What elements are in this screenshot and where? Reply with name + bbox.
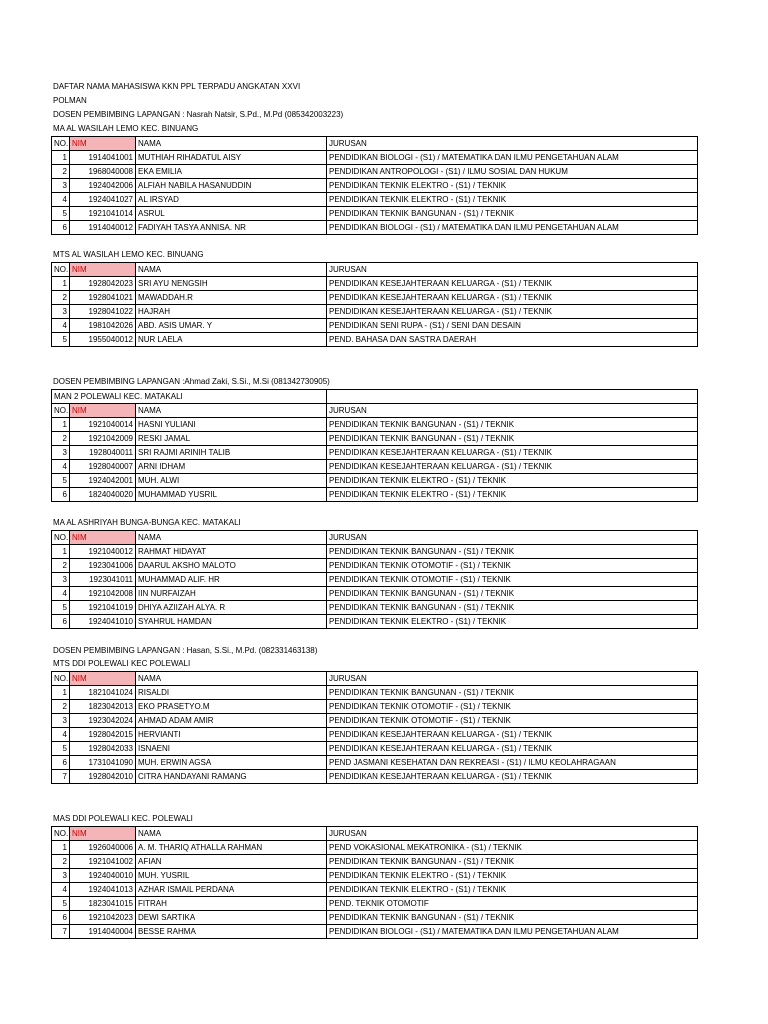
student-name: FADIYAH TASYA ANNISA. NR <box>136 221 327 235</box>
student-major: PENDIDIKAN KESEJAHTERAAN KELUARGA - (S1) / TEKNIK <box>327 728 698 742</box>
student-nim: 1928042015 <box>70 728 136 742</box>
student-name: MUH. ALWI <box>136 474 327 488</box>
row-number: 1 <box>52 545 70 559</box>
table-row <box>52 277 698 291</box>
student-name: DAARUL AKSHO MALOTO <box>136 559 327 573</box>
row-number: 1 <box>52 277 70 291</box>
table-header-row <box>52 137 698 151</box>
student-major: PENDIDIKAN TEKNIK BANGUNAN - (S1) / TEKNIK <box>327 686 698 700</box>
table-row <box>52 756 698 770</box>
row-number: 2 <box>52 700 70 714</box>
student-nim: 1926040006 <box>70 841 136 855</box>
student-nim: 1914040012 <box>70 221 136 235</box>
table-header-row <box>52 263 698 277</box>
row-number: 1 <box>52 418 70 432</box>
student-major: PENDIDIKAN KESEJAHTERAAN KELUARGA - (S1) / TEKNIK <box>327 291 698 305</box>
student-name: EKO PRASETYO.M <box>136 700 327 714</box>
table-row <box>52 432 698 446</box>
student-nim: 1981042026 <box>70 319 136 333</box>
student-nim: 1923041011 <box>70 573 136 587</box>
header-nama: NAMA <box>136 404 327 418</box>
student-major: PENDIDIKAN TEKNIK ELEKTRO - (S1) / TEKNIK <box>327 179 698 193</box>
student-name: NUR LAELA <box>136 333 327 347</box>
student-name: ISNAENI <box>136 742 327 756</box>
student-name: RISALDI <box>136 686 327 700</box>
table-header-row <box>52 827 698 841</box>
dosen-pembimbing-2: DOSEN PEMBIMBING LAPANGAN :Ahmad Zaki, S.Si., M.Si (081342730905) <box>53 377 330 386</box>
student-nim: 1928042033 <box>70 742 136 756</box>
table-row <box>52 545 698 559</box>
student-major: PENDIDIKAN TEKNIK OTOMOTIF - (S1) / TEKNIK <box>327 700 698 714</box>
table-row <box>52 179 698 193</box>
student-major: PENDIDIKAN KESEJAHTERAAN KELUARGA - (S1) / TEKNIK <box>327 446 698 460</box>
student-nim: 1823041015 <box>70 897 136 911</box>
student-name: MUHAMMAD YUSRIL <box>136 488 327 502</box>
table-row <box>52 460 698 474</box>
student-nim: 1921041019 <box>70 601 136 615</box>
row-number: 2 <box>52 855 70 869</box>
row-number: 7 <box>52 770 70 784</box>
student-name: SRI RAJMI ARINIH TALIB <box>136 446 327 460</box>
row-number: 4 <box>52 193 70 207</box>
header-nama: NAMA <box>136 672 327 686</box>
student-nim: 1921042023 <box>70 911 136 925</box>
row-number: 1 <box>52 841 70 855</box>
student-name: MUHAMMAD ALIF. HR <box>136 573 327 587</box>
row-number: 3 <box>52 305 70 319</box>
student-nim: 1921041002 <box>70 855 136 869</box>
student-name: EKA EMILIA <box>136 165 327 179</box>
student-major: PENDIDIKAN TEKNIK BANGUNAN - (S1) / TEKNIK <box>327 418 698 432</box>
table-row <box>52 291 698 305</box>
row-number: 4 <box>52 460 70 474</box>
student-name: HASNI YULIANI <box>136 418 327 432</box>
student-name: AZHAR ISMAIL PERDANA <box>136 883 327 897</box>
region-label: POLMAN <box>53 96 87 105</box>
student-nim: 1921040012 <box>70 545 136 559</box>
student-nim: 1924042006 <box>70 179 136 193</box>
student-major: PENDIDIKAN KESEJAHTERAAN KELUARGA - (S1) / TEKNIK <box>327 770 698 784</box>
student-major: PENDIDIKAN TEKNIK BANGUNAN - (S1) / TEKNIK <box>327 911 698 925</box>
header-nama: NAMA <box>136 531 327 545</box>
student-major: PENDIDIKAN BIOLOGI - (S1) / MATEMATIKA DAN ILMU PENGETAHUAN ALAM <box>327 221 698 235</box>
row-number: 6 <box>52 488 70 502</box>
student-name: AL IRSYAD <box>136 193 327 207</box>
student-major: PENDIDIKAN KESEJAHTERAAN KELUARGA - (S1) / TEKNIK <box>327 277 698 291</box>
student-name: FITRAH <box>136 897 327 911</box>
row-number: 5 <box>52 601 70 615</box>
student-name: A. M. THARIQ ATHALLA RAHMAN <box>136 841 327 855</box>
table-row <box>52 418 698 432</box>
table-row <box>52 446 698 460</box>
student-name: BESSE RAHMA <box>136 925 327 939</box>
student-name: RAHMAT HIDAYAT <box>136 545 327 559</box>
school-name: MAS DDI POLEWALI KEC. POLEWALI <box>53 814 193 823</box>
student-major: PENDIDIKAN TEKNIK BANGUNAN - (S1) / TEKNIK <box>327 601 698 615</box>
student-major: PENDIDIKAN TEKNIK BANGUNAN - (S1) / TEKNIK <box>327 545 698 559</box>
student-nim: 1924041027 <box>70 193 136 207</box>
header-nim: NIM <box>70 672 136 686</box>
student-name: CITRA HANDAYANI RAMANG <box>136 770 327 784</box>
row-number: 5 <box>52 474 70 488</box>
student-major: PENDIDIKAN BIOLOGI - (S1) / MATEMATIKA DAN ILMU PENGETAHUAN ALAM <box>327 151 698 165</box>
header-jurusan: JURUSAN <box>327 672 698 686</box>
student-table <box>51 136 698 235</box>
table-row <box>52 193 698 207</box>
table-row <box>52 841 698 855</box>
row-number: 1 <box>52 151 70 165</box>
table-row <box>52 714 698 728</box>
student-major: PENDIDIKAN TEKNIK ELEKTRO - (S1) / TEKNIK <box>327 193 698 207</box>
student-name: AFIAN <box>136 855 327 869</box>
header-nim: NIM <box>70 827 136 841</box>
student-major: PENDIDIKAN TEKNIK OTOMOTIF - (S1) / TEKNIK <box>327 559 698 573</box>
row-number: 4 <box>52 319 70 333</box>
header-nim: NIM <box>70 404 136 418</box>
row-number: 6 <box>52 615 70 629</box>
student-nim: 1921040014 <box>70 418 136 432</box>
student-major: PENDIDIKAN KESEJAHTERAAN KELUARGA - (S1) / TEKNIK <box>327 305 698 319</box>
student-name: ABD. ASIS UMAR. Y <box>136 319 327 333</box>
header-jurusan: JURUSAN <box>327 404 698 418</box>
student-name: MUTHIAH RIHADATUL AISY <box>136 151 327 165</box>
student-nim: 1928041022 <box>70 305 136 319</box>
student-major: PENDIDIKAN TEKNIK BANGUNAN - (S1) / TEKNIK <box>327 855 698 869</box>
dosen-pembimbing-1: DOSEN PEMBIMBING LAPANGAN : Nasrah Natsir, S.Pd., M.Pd (085342003223) <box>53 110 344 119</box>
student-name: ARNI IDHAM <box>136 460 327 474</box>
row-number: 7 <box>52 925 70 939</box>
student-table <box>51 530 698 629</box>
student-nim: 1955040012 <box>70 333 136 347</box>
student-nim: 1921041014 <box>70 207 136 221</box>
row-number: 2 <box>52 432 70 446</box>
header-no: NO. <box>52 263 70 277</box>
school-name: MTS DDI POLEWALI KEC POLEWALI <box>53 659 191 668</box>
student-name: HAJRAH <box>136 305 327 319</box>
student-nim: 1923042024 <box>70 714 136 728</box>
header-no: NO. <box>52 404 70 418</box>
table-row <box>52 855 698 869</box>
student-nim: 1921042008 <box>70 587 136 601</box>
table-row <box>52 333 698 347</box>
table-row <box>52 488 698 502</box>
student-nim: 1924042001 <box>70 474 136 488</box>
student-major: PENDIDIKAN KESEJAHTERAAN KELUARGA - (S1) / TEKNIK <box>327 742 698 756</box>
student-nim: 1914040004 <box>70 925 136 939</box>
row-number: 5 <box>52 333 70 347</box>
header-nama: NAMA <box>136 827 327 841</box>
table-row <box>52 897 698 911</box>
student-table <box>51 671 698 784</box>
row-number: 2 <box>52 291 70 305</box>
student-name: SYAHRUL HAMDAN <box>136 615 327 629</box>
table-row <box>52 869 698 883</box>
header-no: NO. <box>52 672 70 686</box>
student-name: ASRUL <box>136 207 327 221</box>
table-row <box>52 305 698 319</box>
student-major: PENDIDIKAN ANTROPOLOGI - (S1) / ILMU SOSIAL DAN HUKUM <box>327 165 698 179</box>
table-header-row <box>52 531 698 545</box>
student-nim: 1928041021 <box>70 291 136 305</box>
student-name: MAWADDAH.R <box>136 291 327 305</box>
student-nim: 1928042010 <box>70 770 136 784</box>
header-nama: NAMA <box>136 137 327 151</box>
student-major: PENDIDIKAN TEKNIK BANGUNAN - (S1) / TEKNIK <box>327 587 698 601</box>
table-row <box>52 742 698 756</box>
header-jurusan: JURUSAN <box>327 263 698 277</box>
document-title: DAFTAR NAMA MAHASISWA KKN PPL TERPADU ANGKATAN XXVI <box>53 82 301 91</box>
student-nim: 1924041013 <box>70 883 136 897</box>
row-number: 4 <box>52 883 70 897</box>
student-name: MUH. ERWIN AGSA <box>136 756 327 770</box>
student-name: AHMAD ADAM AMIR <box>136 714 327 728</box>
student-name: DEWI SARTIKA <box>136 911 327 925</box>
header-jurusan: JURUSAN <box>327 531 698 545</box>
student-nim: 1823042013 <box>70 700 136 714</box>
student-nim: 1923041006 <box>70 559 136 573</box>
header-nim: NIM <box>70 531 136 545</box>
row-number: 4 <box>52 728 70 742</box>
table-row <box>52 883 698 897</box>
student-major: PEND JASMANI KESEHATAN DAN REKREASI - (S1) / ILMU KEOLAHRAGAAN <box>327 756 698 770</box>
student-major: PENDIDIKAN TEKNIK ELEKTRO - (S1) / TEKNIK <box>327 869 698 883</box>
table-row <box>52 151 698 165</box>
student-name: IIN NURFAIZAH <box>136 587 327 601</box>
student-name: HERVIANTI <box>136 728 327 742</box>
student-major: PENDIDIKAN TEKNIK ELEKTRO - (S1) / TEKNIK <box>327 883 698 897</box>
row-number: 6 <box>52 756 70 770</box>
dosen-pembimbing-3: DOSEN PEMBIMBING LAPANGAN : Hasan, S.Si., M.Pd. (082331463138) <box>53 646 318 655</box>
table-row <box>52 474 698 488</box>
student-major: PENDIDIKAN TEKNIK OTOMOTIF - (S1) / TEKNIK <box>327 573 698 587</box>
row-number: 1 <box>52 686 70 700</box>
table-header-row <box>52 404 698 418</box>
row-number: 3 <box>52 179 70 193</box>
student-nim: 1921042009 <box>70 432 136 446</box>
row-number: 3 <box>52 714 70 728</box>
row-number: 2 <box>52 165 70 179</box>
table-header-row <box>52 672 698 686</box>
student-nim: 1968040008 <box>70 165 136 179</box>
student-name: ALFIAH NABILA HASANUDDIN <box>136 179 327 193</box>
student-nim: 1731041090 <box>70 756 136 770</box>
student-major: PENDIDIKAN TEKNIK ELEKTRO - (S1) / TEKNIK <box>327 488 698 502</box>
student-nim: 1914041001 <box>70 151 136 165</box>
row-number: 2 <box>52 559 70 573</box>
table-row <box>52 601 698 615</box>
student-major: PEND. TEKNIK OTOMOTIF <box>327 897 698 911</box>
row-number: 3 <box>52 446 70 460</box>
table-row <box>52 165 698 179</box>
school-row <box>52 390 698 404</box>
student-major: PEND. BAHASA DAN SASTRA DAERAH <box>327 333 698 347</box>
student-major: PENDIDIKAN TEKNIK BANGUNAN - (S1) / TEKNIK <box>327 207 698 221</box>
table-row <box>52 559 698 573</box>
student-major: PENDIDIKAN TEKNIK ELEKTRO - (S1) / TEKNIK <box>327 474 698 488</box>
table-row <box>52 207 698 221</box>
row-number: 5 <box>52 207 70 221</box>
school-name: MAN 2 POLEWALI KEC. MATAKALI <box>52 390 327 404</box>
student-nim: 1928040011 <box>70 446 136 460</box>
student-nim: 1928042023 <box>70 277 136 291</box>
student-nim: 1824040020 <box>70 488 136 502</box>
student-major: PENDIDIKAN KESEJAHTERAAN KELUARGA - (S1) / TEKNIK <box>327 460 698 474</box>
row-number: 6 <box>52 221 70 235</box>
student-major: PENDIDIKAN TEKNIK ELEKTRO - (S1) / TEKNIK <box>327 615 698 629</box>
student-nim: 1924041010 <box>70 615 136 629</box>
header-no: NO. <box>52 137 70 151</box>
table-row <box>52 911 698 925</box>
header-jurusan: JURUSAN <box>327 137 698 151</box>
student-nim: 1924040010 <box>70 869 136 883</box>
header-nama: NAMA <box>136 263 327 277</box>
student-nim: 1821041024 <box>70 686 136 700</box>
student-name: SRI AYU NENGSIH <box>136 277 327 291</box>
row-number: 3 <box>52 869 70 883</box>
header-nim: NIM <box>70 263 136 277</box>
header-jurusan: JURUSAN <box>327 827 698 841</box>
school-name: MTS AL WASILAH LEMO KEC. BINUANG <box>53 250 204 259</box>
student-major: PEND VOKASIONAL MEKATRONIKA - (S1) / TEKNIK <box>327 841 698 855</box>
row-number: 6 <box>52 911 70 925</box>
row-number: 5 <box>52 742 70 756</box>
student-name: MUH. YUSRIL <box>136 869 327 883</box>
table-row <box>52 587 698 601</box>
row-number: 4 <box>52 587 70 601</box>
student-name: DHIYA AZIIZAH ALYA. R <box>136 601 327 615</box>
school-name: MA AL WASILAH LEMO KEC. BINUANG <box>53 124 199 133</box>
student-major: PENDIDIKAN TEKNIK OTOMOTIF - (S1) / TEKNIK <box>327 714 698 728</box>
table-row <box>52 686 698 700</box>
table-row <box>52 728 698 742</box>
header-no: NO. <box>52 827 70 841</box>
table-row <box>52 319 698 333</box>
table-row <box>52 573 698 587</box>
table-row <box>52 770 698 784</box>
student-major: PENDIDIKAN SENI RUPA - (S1) / SENI DAN DESAIN <box>327 319 698 333</box>
row-number: 5 <box>52 897 70 911</box>
student-nim: 1928040007 <box>70 460 136 474</box>
header-no: NO. <box>52 531 70 545</box>
row-number: 3 <box>52 573 70 587</box>
student-major: PENDIDIKAN TEKNIK BANGUNAN - (S1) / TEKNIK <box>327 432 698 446</box>
table-row <box>52 221 698 235</box>
school-name: MA AL ASHRIYAH BUNGA-BUNGA KEC. MATAKALI <box>53 518 241 527</box>
student-table <box>51 389 698 502</box>
student-major: PENDIDIKAN BIOLOGI - (S1) / MATEMATIKA DAN ILMU PENGETAHUAN ALAM <box>327 925 698 939</box>
table-row <box>52 615 698 629</box>
student-name: RESKI JAMAL <box>136 432 327 446</box>
student-table <box>51 262 698 347</box>
table-row <box>52 700 698 714</box>
student-table <box>51 826 698 939</box>
table-row <box>52 925 698 939</box>
header-nim: NIM <box>70 137 136 151</box>
